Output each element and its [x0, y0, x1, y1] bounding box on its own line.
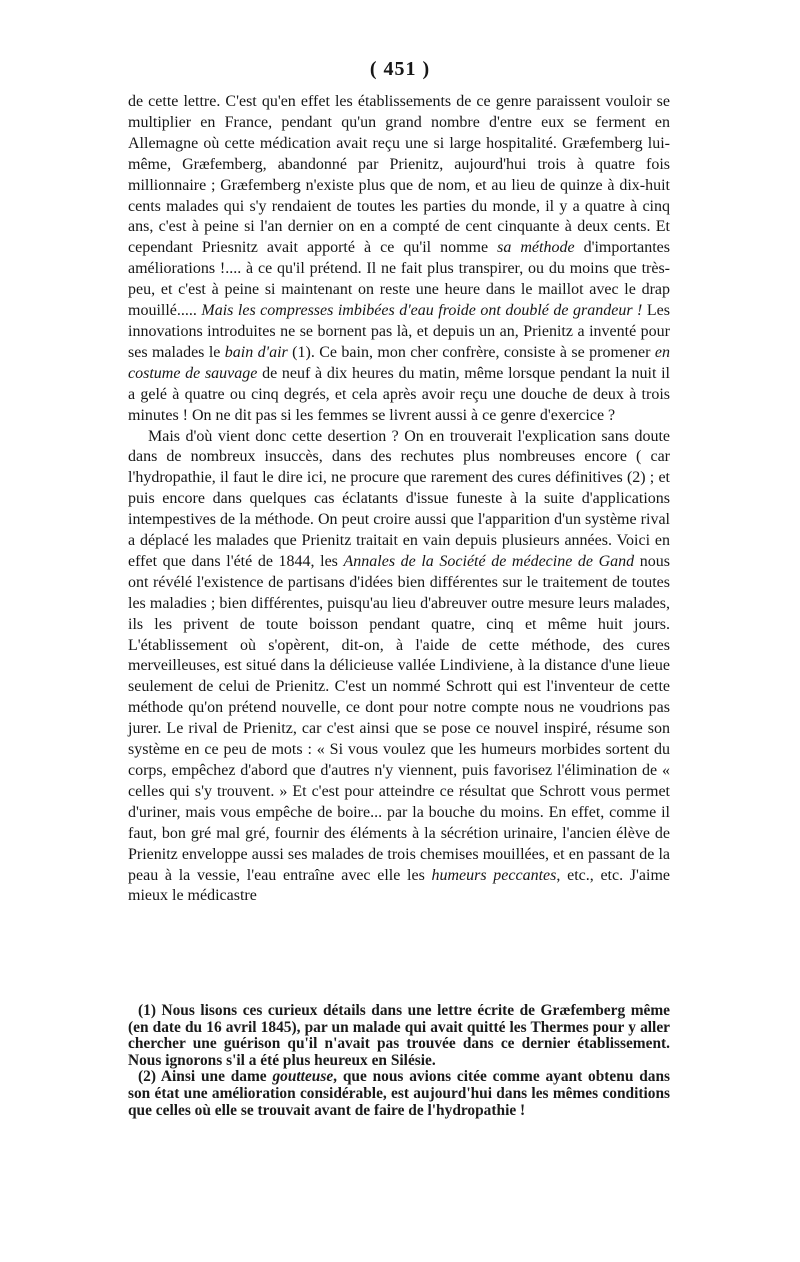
paragraph-1 [128, 92, 670, 427]
text-run: de neuf à dix heures du matin, même lorsque pendant la nuit il a gelé à quatre ou cinq degrés, et cela après avoir reçu une douche de deux à trois minutes ! On ne dit pas si les femmes se livrent aussi à ce genre d'exercice ? [128, 364, 670, 424]
footnotes [128, 1003, 670, 1119]
footnote-1: (1) Nous lisons ces curieux détails dans une lettre écrite de Græfemberg même (en date du 16 avril 1845), par un malade qui avait quitté les Thermes pour y aller chercher une guérison qu'il n'avait pas trouvée dans ce dernier établissement. Nous ignorons s'il a été plus heureux en Silésie. [128, 1002, 670, 1069]
text-run: nous ont révélé l'existence de partisans d'idées bien différentes sur le traitement de toutes les maladies ; bien différentes, puisqu'au lieu d'abreuver outre mesure leurs malades, ils les privent de toute boisson pendant quatre, cinq et même huit jours. L'établissement où s'opèrent, dit-on, à l'aide de cette méthode, des cures merveilleuses, est situé dans la délicieuse vallée Lindiviene, à la distance d'une lieue seulement de celui de Prienitz. C'est un nommé Schrott qui est l'inventeur de cette méthode qu'on prétend nouvelle, ce dont pour notre compte nous ne voudrions pas jurer. Le rival de Prienitz, car c'est ainsi que se pose ce nouvel inspiré, résume son système en ce peu de mots : « Si vous voulez que les humeurs morbides sortent du corps, empêchez d'abord que d'autres n'y viennent, puis favorisez l'élimination de « celles qui s'y trouvent. » Et c'est pour atteindre ce résultat que Schrott vous permet d'uriner, mais vous empêche de boire... par la bouche du moins. En effet, comme il faut, bon gré mal gré, fournir des éléments à la sécrétion urinaire, l'ancien élève de Prienitz enveloppe aussi ses malades de trois chemises mouillées, et en passant de la peau à la vessie, l'eau entraîne avec elle les [128, 552, 671, 884]
text-run: de cette lettre. C'est qu'en effet les établissements de ce genre paraissent vouloir se multiplier en France, pendant qu'un grand nombre d'entre eux se ferment en Allemagne où cette médication avait reçu une si large hospitalité. Græfemberg lui-même, Græfemberg, abandonné par Prienitz, aujourd'hui trois à quatre fois millionnaire ; Græfemberg n'existe plus que de nom, et au lieu de quinze à dix-huit cents malades qui s'y rendaient de toutes les parties du monde, il y a quatre à cinq ans, c'est à peine si l'an dernier on en a compté de cent cinquante à deux cents. Et cependant Priesnitz avait apporté à ce qu'il nomme [128, 93, 670, 257]
main-text [128, 92, 670, 907]
italic-run: sa méthode [497, 239, 575, 257]
page-number: ( 451 ) [369, 58, 431, 80]
italic-run: en costume de sauvage [128, 343, 670, 382]
italic-run: humeurs peccantes [431, 866, 557, 884]
text-run: Les innovations introduites ne se bornent pas là, et depuis un an, Prienitz a inventé pour ses malades le [128, 302, 670, 361]
text-run: , etc., etc. J'aime mieux le médicastre [128, 866, 670, 905]
text-run: (2) Ainsi une dame [138, 1068, 273, 1086]
footnote-2 [128, 1069, 670, 1119]
text-run: (1). Ce bain, mon cher confrère, consiste à se promener [287, 343, 655, 361]
text-run: , que nous avions citée comme ayant obtenu dans son état une amélioration considérable, est aujourd'hui dans les mêmes conditions que celles où elle se trouvait avant de faire de l'hydropathie ! [128, 1068, 670, 1119]
italic-run: goutteuse [272, 1068, 334, 1086]
text-run: Mais d'où vient donc cette desertion ? On en trouverait l'explication sans doute dans de nombreux insuccès, dans des rechutes plus nombreuses encore ( car l'hydropathie, il faut le dire ici, ne procure que rarement des cures définitives (2) ; et puis encore dans quelques cas éclatants d'issue funeste à la suite d'applications intempestives de la méthode. On peut croire aussi que l'apparition d'un système rival a déplacé les malades que Prienitz traitait en vain depuis plusieurs années. Voici en effet que dans l'été de 1844, les [128, 427, 670, 570]
text-run: d'importantes améliorations !.... à ce qu'il prétend. Il ne fait plus transpirer, ou du moins que très-peu, et c'est à peine si maintenant on reste une heure dans le maillot avec le drap mouillé..... [128, 239, 670, 320]
italic-run: Mais les compresses imbibées d'eau froide ont doublé de grandeur ! [201, 302, 643, 320]
italic-run: Annales de la Société de médecine de Gand [343, 552, 635, 570]
italic-run: bain d'air [224, 343, 288, 361]
paragraph-2 [128, 427, 670, 908]
